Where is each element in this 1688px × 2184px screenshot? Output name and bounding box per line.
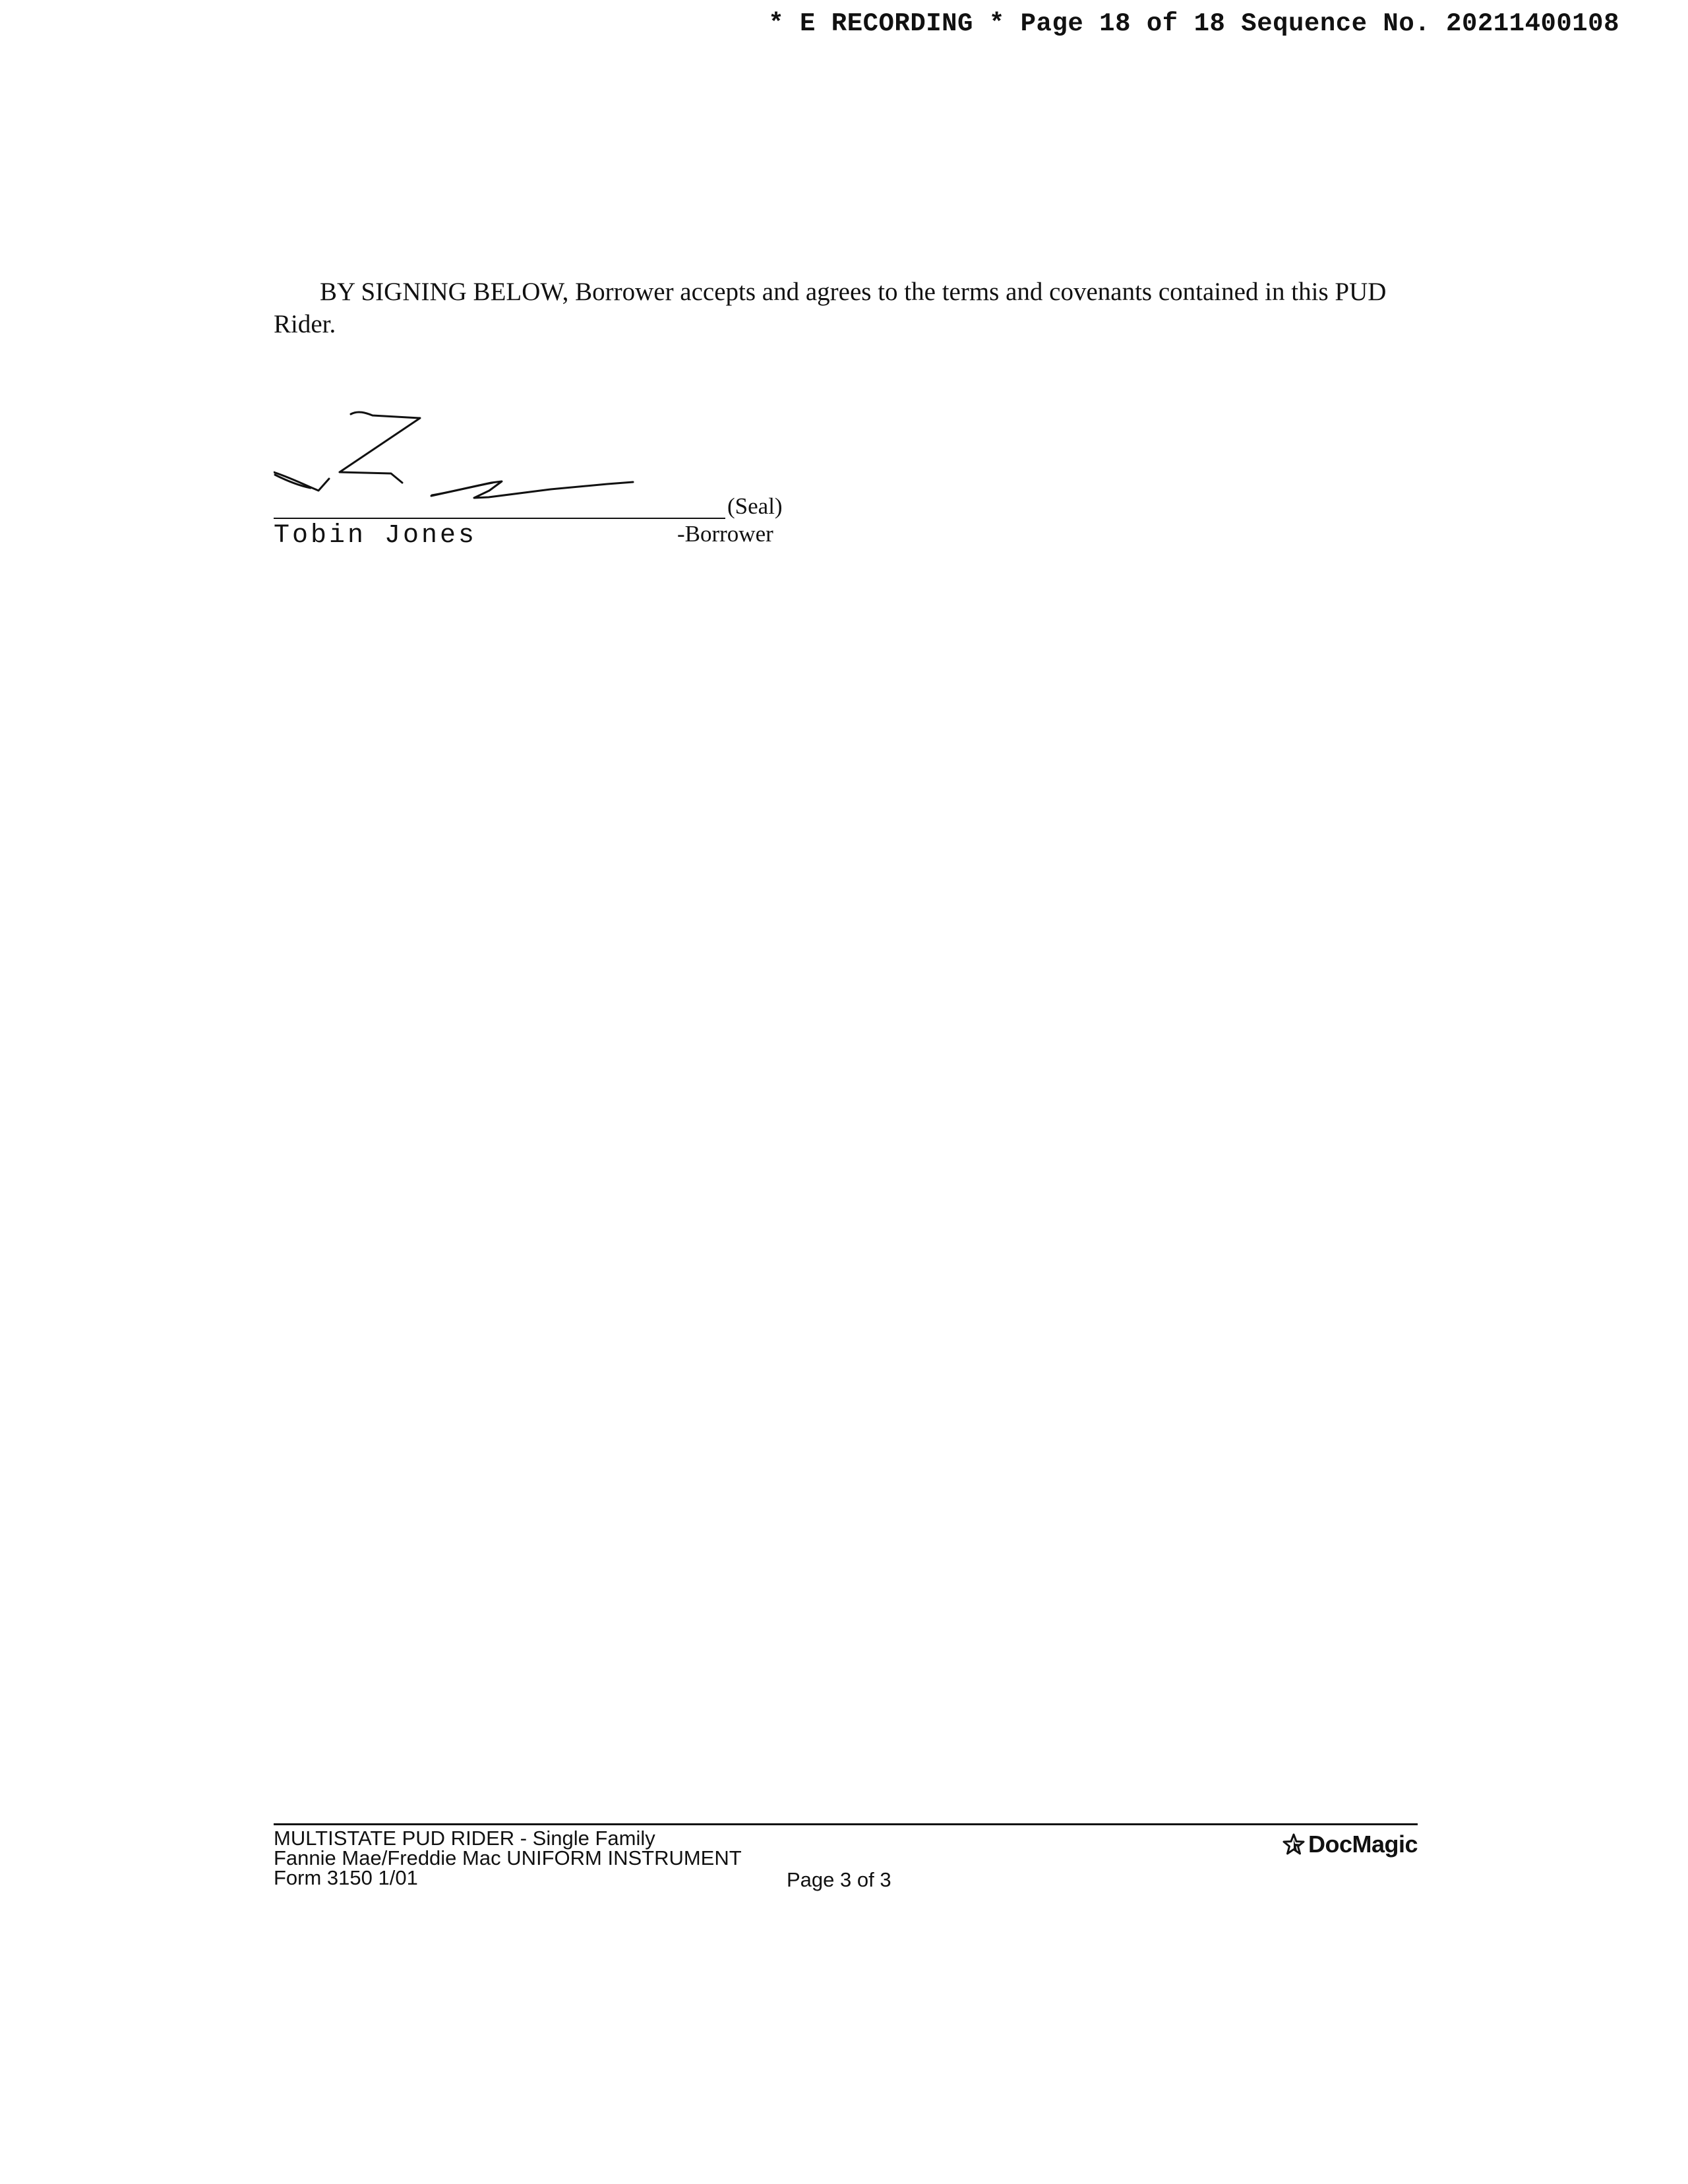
handwritten-signature (274, 409, 722, 521)
signature-block (274, 409, 801, 554)
signature-line (274, 518, 725, 519)
borrower-role: -Borrower (677, 521, 773, 547)
footer-form-title: MULTISTATE PUD RIDER - Single Family (274, 1827, 655, 1850)
footer-form-number: Form 3150 1/01 (274, 1866, 418, 1889)
seal-label: (Seal) (727, 493, 783, 519)
docmagic-brand: DocMagic (1308, 1831, 1418, 1858)
footer-rule (274, 1823, 1418, 1825)
footer-form-info (274, 1829, 742, 1888)
star-icon (1282, 1833, 1306, 1856)
borrower-name: Tobin Jones (274, 521, 477, 551)
docmagic-logo (1282, 1831, 1418, 1858)
recording-header: * E RECORDING * Page 18 of 18 Sequence No. 20211400108 (768, 9, 1619, 38)
signing-statement: BY SIGNING BELOW, Borrower accepts and agrees to the terms and covenants contained in this PUD Rider. (274, 278, 1387, 338)
footer-instrument: Fannie Mae/Freddie Mac UNIFORM INSTRUMENT (274, 1846, 742, 1869)
footer-page-number: Page 3 of 3 (787, 1868, 891, 1891)
